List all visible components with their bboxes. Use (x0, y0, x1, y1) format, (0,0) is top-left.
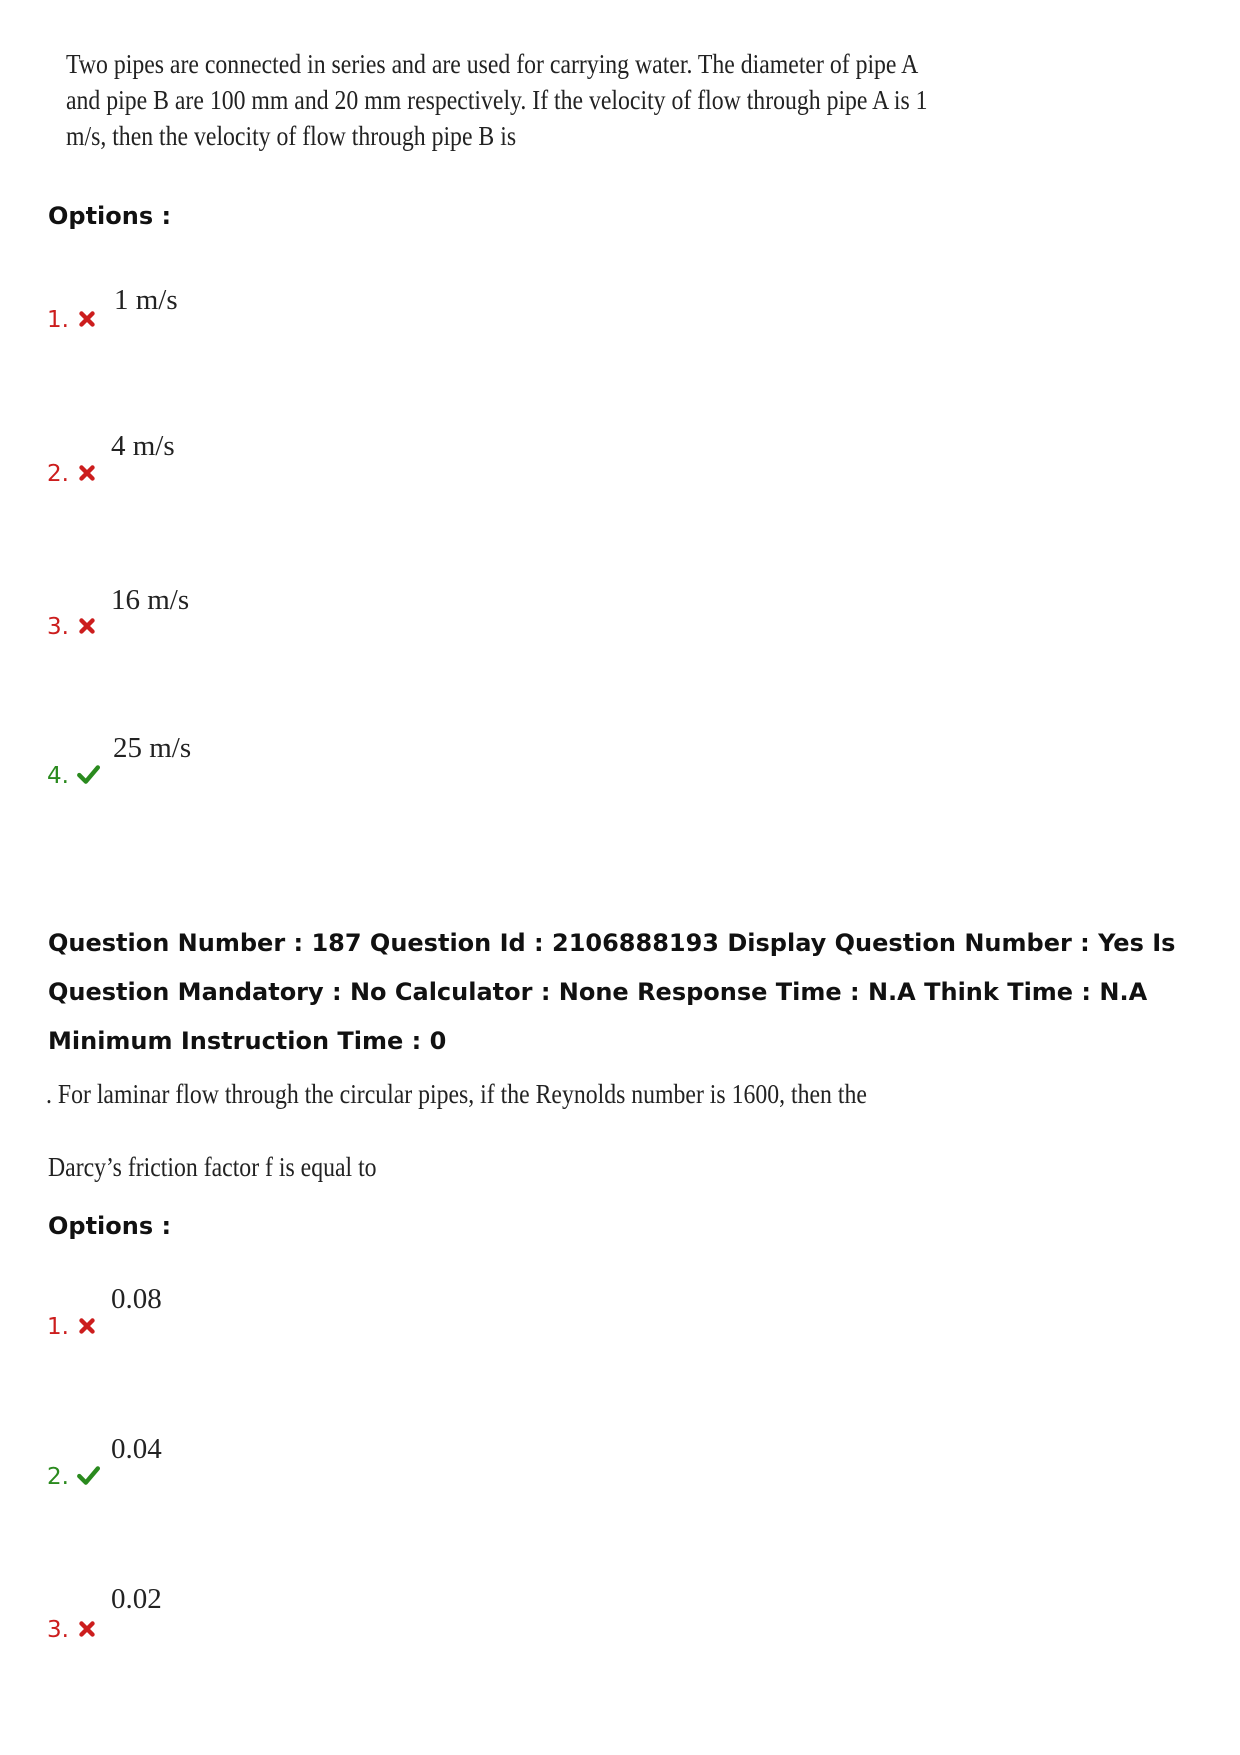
q1-option-3-number: 3. (47, 614, 69, 640)
q2-option-1-number: 1. (47, 1314, 69, 1340)
cross-icon (76, 462, 98, 484)
q1-option-3-value: 16 m/s (111, 584, 190, 616)
q2-text-line-2: Darcy’s friction factor f is equal to (48, 1152, 377, 1182)
q1-option-2-number: 2. (47, 461, 69, 487)
q2-metadata: Question Number : 187 Question Id : 2106888193 Display Question Number : Yes Is Question Mandatory : No Calculator : None Response Time : N.A Think Time : N.A Minimum Instruction Time : 0 (48, 929, 1176, 1055)
q2-option-3-value: 0.02 (111, 1583, 162, 1615)
q1-option-4-value: 25 m/s (113, 732, 192, 764)
cross-icon (76, 308, 98, 330)
q1-option-1-number: 1. (47, 307, 69, 333)
q2-option-3-number: 3. (47, 1617, 69, 1643)
q1-option-4-number: 4. (47, 763, 69, 789)
q2-text-line-1: . For laminar flow through the circular pipes, if the Reynolds number is 1600, then the (46, 1079, 867, 1109)
check-icon (76, 762, 100, 786)
cross-icon (76, 1618, 98, 1640)
cross-icon (76, 1315, 98, 1337)
cross-icon (76, 615, 98, 637)
q1-text-line-3: m/s, then the velocity of flow through pipe B is (66, 121, 517, 151)
q2-option-2-value: 0.04 (111, 1433, 162, 1465)
q1-option-2-value: 4 m/s (111, 430, 175, 462)
q1-text-line-1: Two pipes are connected in series and are used for carrying water. The diameter of pipe A (66, 49, 919, 79)
q2-option-2-number: 2. (47, 1464, 69, 1490)
q2-options-label: Options : (48, 1212, 172, 1240)
q1-options-label: Options : (48, 202, 172, 230)
q2-option-1-value: 0.08 (111, 1283, 162, 1315)
q1-option-1-value: 1 m/s (114, 284, 178, 316)
q1-text-line-2: and pipe B are 100 mm and 20 mm respectively. If the velocity of flow through pipe A is 1 (66, 85, 928, 115)
check-icon (76, 1463, 100, 1487)
